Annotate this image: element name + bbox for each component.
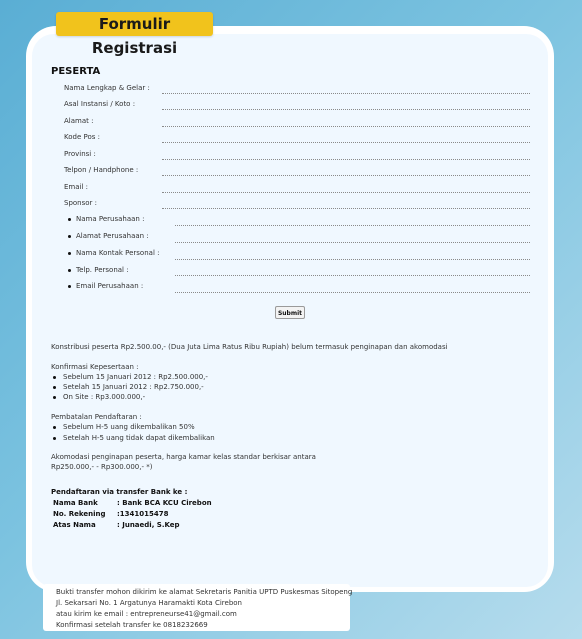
field-label-institution: Asal Instansi / Koto : xyxy=(64,100,136,108)
bullet-icon xyxy=(68,252,71,255)
field-input-postal[interactable] xyxy=(162,142,530,143)
sponsor-input-company[interactable] xyxy=(175,225,530,226)
bank-value: : Junaedi, S.Kep xyxy=(117,521,180,529)
field-label-province: Provinsi : xyxy=(64,150,96,158)
transfer-note xyxy=(43,584,353,631)
lodging-text-1: Akomodasi penginapan peserta, harga kamar kelas standar berkisar antara xyxy=(51,453,316,461)
bank-label: No. Rekening xyxy=(53,510,106,518)
bullet-icon xyxy=(53,426,56,429)
sponsor-input-company-address[interactable] xyxy=(175,242,530,243)
field-input-institution[interactable] xyxy=(162,109,530,110)
submit-button[interactable]: Submit xyxy=(275,306,305,319)
bullet-icon xyxy=(53,437,56,440)
confirm-item: On Site : Rp3.000.000,- xyxy=(63,393,146,401)
contribution-text: Konstribusi peserta Rp2.500.00,- (Dua Juta Lima Ratus Ribu Rupiah) belum termasuk penginapan dan akomodasi xyxy=(51,343,448,351)
section-title: PESERTA xyxy=(51,66,101,77)
sponsor-label-email: Email Perusahaan : xyxy=(76,282,144,290)
sponsor-label-company-address: Alamat Perusahaan : xyxy=(76,232,149,240)
bullet-icon xyxy=(53,386,56,389)
cancel-item: Setelah H-5 uang tidak dapat dikembalikan xyxy=(63,434,215,442)
confirm-item: Setelah 15 Januari 2012 : Rp2.750.000,- xyxy=(63,383,204,391)
bank-title: Pendaftaran via transfer Bank ke : xyxy=(51,488,188,496)
bullet-icon xyxy=(68,269,71,272)
field-label-phone: Telpon / Handphone : xyxy=(64,166,139,174)
field-label-sponsor: Sponsor : xyxy=(64,199,97,207)
field-input-email[interactable] xyxy=(162,192,530,193)
sponsor-input-phone[interactable] xyxy=(175,275,530,276)
sponsor-label-phone: Telp. Personal : xyxy=(76,266,129,274)
field-label-email: Email : xyxy=(64,183,89,191)
cancel-title: Pembatalan Pendaftaran : xyxy=(51,413,142,421)
confirm-item: Sebelum 15 Januari 2012 : Rp2.500.000,- xyxy=(63,373,208,381)
note-line: Konfirmasi setelah transfer ke 0818232669 xyxy=(56,621,208,629)
sponsor-input-contact[interactable] xyxy=(175,259,530,260)
bullet-icon xyxy=(53,396,56,399)
field-input-address[interactable] xyxy=(162,126,530,127)
field-input-phone[interactable] xyxy=(162,175,530,176)
sponsor-input-email[interactable] xyxy=(175,292,530,293)
bullet-icon xyxy=(68,285,71,288)
note-line: Jl. Sekarsari No. 1 Argatunya Haramakti Kota Cirebon xyxy=(56,599,242,607)
note-line: Bukti transfer mohon dikirim ke alamat Sekretaris Panitia UPTD Puskesmas Sitopeng xyxy=(56,588,353,596)
bullet-icon xyxy=(68,235,71,238)
bank-value: :1341015478 xyxy=(117,510,169,518)
field-input-sponsor[interactable] xyxy=(162,208,530,209)
field-label-address: Alamat : xyxy=(64,117,94,125)
sponsor-label-contact: Nama Kontak Personal : xyxy=(76,249,160,257)
bank-value: : Bank BCA KCU Cirebon xyxy=(117,499,212,507)
bullet-icon xyxy=(53,376,56,379)
cancel-item: Sebelum H-5 uang dikembalikan 50% xyxy=(63,423,195,431)
field-input-name[interactable] xyxy=(162,93,530,94)
bullet-icon xyxy=(68,218,71,221)
field-label-name: Nama Lengkap & Gelar : xyxy=(64,84,150,92)
note-line: atau kirim ke email : entrepreneurse41@gmail.com xyxy=(56,610,237,618)
field-label-postal: Kode Pos : xyxy=(64,133,100,141)
lodging-text-2: Rp250.000,- - Rp300.000,- *) xyxy=(51,463,153,471)
form-title-tab: Formulir Registrasi xyxy=(56,12,213,36)
confirm-title: Konfirmasi Kepesertaan : xyxy=(51,363,139,371)
bank-label: Atas Nama xyxy=(53,521,96,529)
bank-label: Nama Bank xyxy=(53,499,98,507)
sponsor-label-company: Nama Perusahaan : xyxy=(76,215,145,223)
field-input-province[interactable] xyxy=(162,159,530,160)
